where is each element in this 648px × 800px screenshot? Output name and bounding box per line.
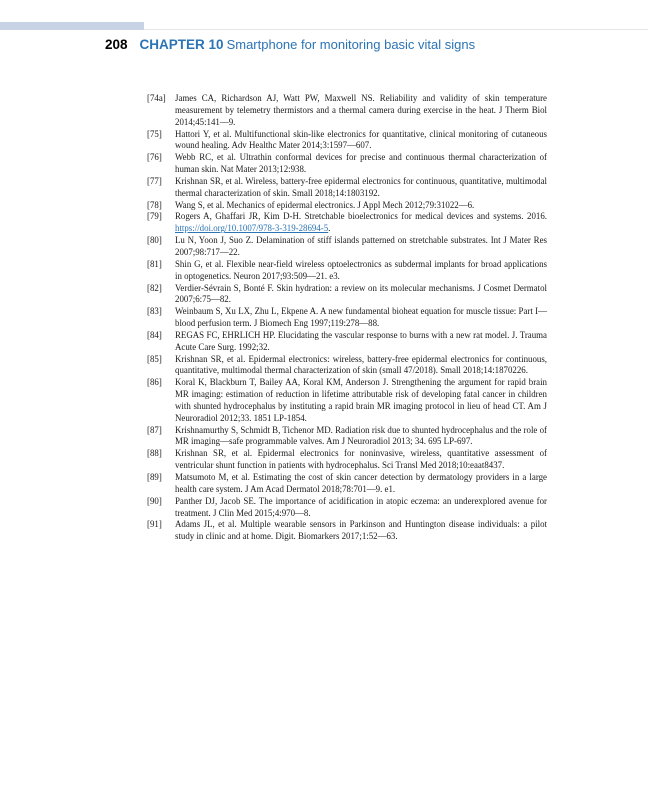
reference-item [147,129,547,153]
reference-number: [80] [147,235,162,246]
reference-text: Weinbaum S, Xu LX, Zhu L, Ekpene A. A new fundamental bioheat equation for muscle tissue: Part I—blood perfusion term. J Biomech Eng 1997;119:278—88. [175,306,547,329]
doi-link[interactable]: https://doi.org/10.1007/978-3-319-28694-5 [175,223,329,234]
reference-text: Hattori Y, et al. Multifunctional skin-like electronics for quantitative, clinical monitoring of cutaneous wound healing. Adv Healthc Mater 2014;3:1597—607. [175,128,547,151]
reference-text: Matsumoto M, et al. Estimating the cost of skin cancer detection by dermatology providers in a large health care system. J Am Acad Dermatol 2018;78:701—9. e1. [175,472,547,494]
reference-body [175,354,547,378]
reference-number: [79] [147,211,162,222]
reference-body [175,93,547,129]
reference-number: [87] [147,424,162,435]
reference-number: [89] [147,472,162,482]
reference-item [147,200,547,212]
reference-text: Panther DJ, Jacob SE. The importance of acidification in atopic eczema: an underexplored avenue for treatment. J Clin Med 2015;4:970—8. [175,495,547,518]
reference-number: [82] [147,282,162,293]
reference-number: [85] [147,353,162,364]
reference-number: [83] [147,306,162,317]
reference-body [175,235,547,259]
reference-text: Krishnan SR, et al. Epidermal electronics for noninvasive, wireless, quantitative assessment of ventricular shunt function in patients with hydrocephalus. Sci Transl Med 2018;10:eaat8437. [175,448,547,471]
chapter-label: CHAPTER 10 [139,37,224,52]
reference-number: [84] [147,329,162,340]
reference-item [147,472,547,496]
reference-text: Shin G, et al. Flexible near-field wireless optoelectronics as subdermal implants for broad applications in optogenetics. Neuron 2017;93:509—21. e3. [175,258,547,281]
reference-item [147,211,547,235]
header-rule [144,29,648,30]
reference-item [147,425,547,449]
reference-body [175,200,547,212]
reference-number: [81] [147,258,162,269]
reference-number: [74a] [147,93,166,103]
running-header [105,36,475,54]
reference-text: Webb RC, et al. Ultrathin conformal devices for precise and continuous thermal characterization of human skin. Nat Mater 2013;12:938. [175,152,547,175]
reference-text: Krishnamurthy S, Schmidt B, Tichenor MD. Radiation risk due to shunted hydrocephalus and the role of MR imaging—safe programmable valves. Am J Neuroradiol 2013; 34. 695 LP-697. [175,424,547,447]
reference-item [147,235,547,259]
reference-text: REGAS FC, EHRLICH HP. Elucidating the vascular response to burns with a new rat model. J. Trauma Acute Care Surg. 1992;32. [175,329,547,352]
reference-number: [90] [147,495,162,506]
reference-body [175,176,547,200]
reference-number: [78] [147,199,162,210]
reference-item [147,519,547,543]
reference-text: James CA, Richardson AJ, Watt PW, Maxwell NS. Reliability and validity of skin temperature measurement by telemetry thermistors and a thermal camera during exercise in the heat. J Therm Biol 2014;45:141—9. [175,93,547,127]
reference-body [175,496,547,520]
reference-number: [91] [147,519,162,530]
reference-body [175,425,547,449]
reference-item [147,152,547,176]
reference-item [147,496,547,520]
reference-item [147,283,547,307]
reference-text: Koral K, Blackburn T, Bailey AA, Koral KM, Anderson J. Strengthening the argument for rapid brain MR imaging: estimation of reduction in lifetime attributable risk of developing fatal cancer in children with shunted hydrocephalus by instituting a rapid brain MR imaging protocol in lieu of head CT. Am J Neuroradiol 2012;33. 1851 LP-1854. [175,377,547,423]
reference-body [175,519,547,543]
reference-body [175,211,547,235]
reference-item [147,354,547,378]
reference-item [147,448,547,472]
reference-body [175,472,547,496]
reference-item [147,93,547,129]
reference-text: Lu N, Yoon J, Suo Z. Delamination of stiff islands patterned on stretchable substrates. Int J Mater Res 2007;98:717—22. [175,235,547,257]
reference-body [175,377,547,424]
reference-number: [75] [147,128,162,139]
chapter-title: Smartphone for monitoring basic vital signs [226,37,476,52]
reference-item [147,176,547,200]
reference-item [147,306,547,330]
reference-number: [88] [147,448,162,459]
reference-item [147,259,547,283]
reference-number: [86] [147,377,162,388]
reference-text: Adams JL, et al. Multiple wearable sensors in Parkinson and Huntington disease individuals: a pilot study in clinic and at home. Digit. Biomarkers 2017;1:52—63. [175,519,547,542]
reference-body [175,152,547,176]
reference-body [175,330,547,354]
reference-number: [76] [147,152,162,163]
reference-text: Krishnan SR, et al. Epidermal electronics: wireless, battery-free epidermal electronics for continuous, quantitative, multimodal thermal characterization of skin (small 47/2018). Small 2018;14:1870226. [175,353,547,376]
reference-body [175,259,547,283]
reference-number: [77] [147,175,162,186]
reference-body [175,448,547,472]
reference-text: Wang S, et al. Mechanics of epidermal electronics. J Appl Mech 2012;79:31022—6. [175,199,475,210]
page-number: 208 [105,37,128,52]
reference-text: Rogers A, Ghaffari JR, Kim D-H. Stretchable bioelectronics for medical devices and systems. 2016. [175,211,547,222]
header-accent-bar [0,22,144,30]
reference-body [175,306,547,330]
reference-list [147,93,547,543]
reference-text: Krishnan SR, et al. Wireless, battery-free epidermal electronics for continuous, quantitative, multimodal thermal characterization of skin. Small 2018;14:1803192. [175,175,547,198]
reference-body [175,129,547,153]
reference-item [147,330,547,354]
reference-item [147,377,547,424]
reference-tail: . [328,223,331,234]
reference-body [175,283,547,307]
reference-text: Verdier-Sévrain S, Bonté F. Skin hydration: a review on its molecular mechanisms. J Cosmet Dermatol 2007;6:75—82. [175,282,547,305]
